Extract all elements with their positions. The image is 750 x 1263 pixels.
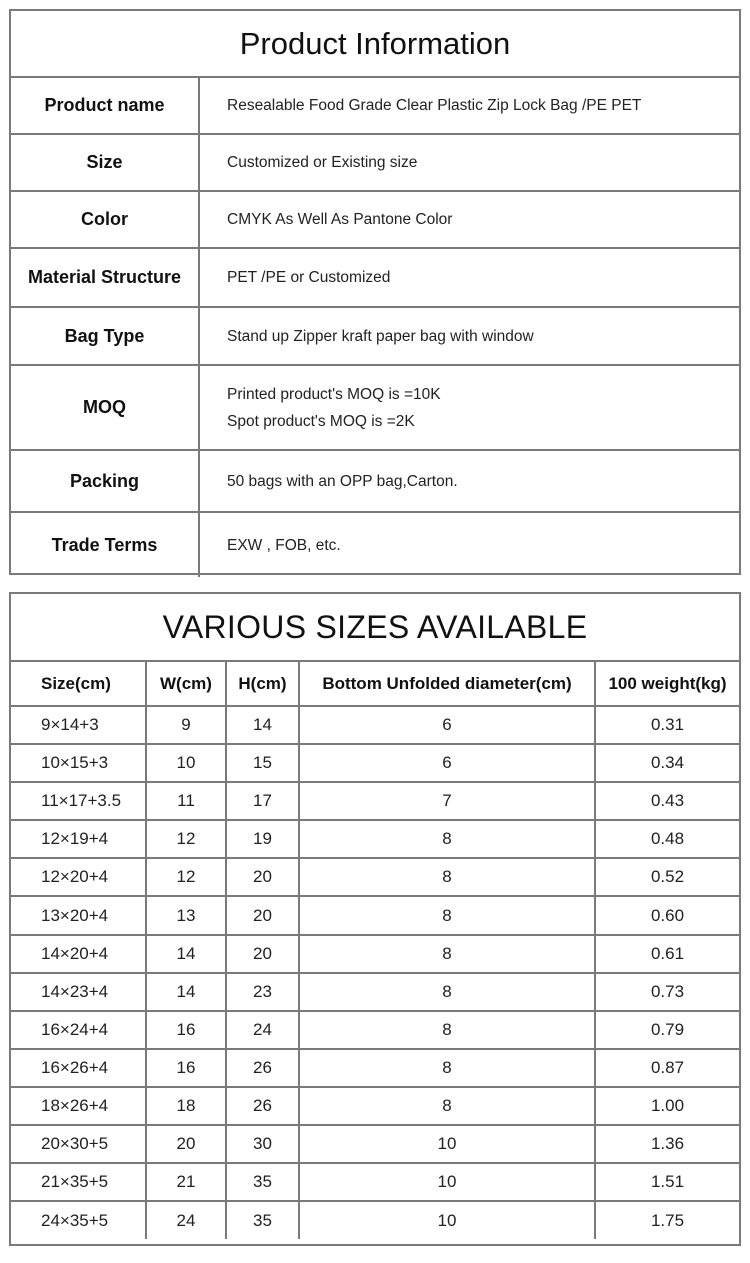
cell-size: 14×20+4 bbox=[11, 935, 146, 973]
cell-bottom-diameter: 7 bbox=[299, 782, 595, 820]
cell-bottom-diameter: 8 bbox=[299, 1087, 595, 1125]
table-row bbox=[11, 858, 739, 896]
cell-width: 16 bbox=[146, 1011, 226, 1049]
cell-weight: 0.43 bbox=[595, 782, 739, 820]
table-row bbox=[11, 782, 739, 820]
info-value-line: Resealable Food Grade Clear Plastic Zip Lock Bag /PE PET bbox=[227, 97, 642, 114]
cell-height: 35 bbox=[226, 1163, 299, 1201]
cell-bottom-diameter: 10 bbox=[299, 1201, 595, 1239]
cell-width: 9 bbox=[146, 706, 226, 744]
table-row bbox=[11, 896, 739, 934]
sizes-body bbox=[11, 706, 739, 1239]
cell-bottom-diameter: 8 bbox=[299, 1011, 595, 1049]
cell-height: 14 bbox=[226, 706, 299, 744]
info-value bbox=[200, 249, 739, 306]
sizes-title: VARIOUS SIZES AVAILABLE bbox=[11, 594, 739, 662]
cell-width: 21 bbox=[146, 1163, 226, 1201]
info-value-line: Customized or Existing size bbox=[227, 154, 418, 171]
table-row bbox=[11, 1011, 739, 1049]
cell-width: 11 bbox=[146, 782, 226, 820]
cell-weight: 0.34 bbox=[595, 744, 739, 782]
header-width: W(cm) bbox=[146, 662, 226, 706]
cell-height: 17 bbox=[226, 782, 299, 820]
cell-height: 26 bbox=[226, 1087, 299, 1125]
cell-height: 20 bbox=[226, 858, 299, 896]
table-row bbox=[11, 1049, 739, 1087]
cell-height: 35 bbox=[226, 1201, 299, 1239]
cell-weight: 0.31 bbox=[595, 706, 739, 744]
cell-height: 20 bbox=[226, 896, 299, 934]
cell-height: 26 bbox=[226, 1049, 299, 1087]
cell-size: 24×35+5 bbox=[11, 1201, 146, 1239]
cell-bottom-diameter: 8 bbox=[299, 1049, 595, 1087]
info-value-line: 50 bags with an OPP bag,Carton. bbox=[227, 472, 458, 490]
info-label: Bag Type bbox=[11, 308, 200, 364]
cell-size: 10×15+3 bbox=[11, 744, 146, 782]
info-label: Size bbox=[11, 135, 200, 190]
info-row bbox=[11, 192, 739, 249]
table-row bbox=[11, 1201, 739, 1239]
cell-bottom-diameter: 8 bbox=[299, 973, 595, 1011]
table-row bbox=[11, 744, 739, 782]
cell-weight: 0.73 bbox=[595, 973, 739, 1011]
cell-weight: 0.48 bbox=[595, 820, 739, 858]
cell-size: 18×26+4 bbox=[11, 1087, 146, 1125]
cell-bottom-diameter: 10 bbox=[299, 1163, 595, 1201]
cell-width: 10 bbox=[146, 744, 226, 782]
sizes-grid bbox=[11, 662, 739, 1239]
cell-weight: 0.79 bbox=[595, 1011, 739, 1049]
info-value bbox=[200, 513, 739, 577]
table-row bbox=[11, 1125, 739, 1163]
cell-size: 12×19+4 bbox=[11, 820, 146, 858]
info-row bbox=[11, 513, 739, 577]
info-row bbox=[11, 366, 739, 451]
cell-width: 18 bbox=[146, 1087, 226, 1125]
info-value bbox=[200, 192, 739, 247]
cell-bottom-diameter: 8 bbox=[299, 820, 595, 858]
cell-width: 20 bbox=[146, 1125, 226, 1163]
cell-bottom-diameter: 8 bbox=[299, 858, 595, 896]
cell-height: 19 bbox=[226, 820, 299, 858]
info-value-line: CMYK As Well As Pantone Color bbox=[227, 211, 453, 228]
info-row bbox=[11, 308, 739, 366]
cell-weight: 0.87 bbox=[595, 1049, 739, 1087]
product-info-table bbox=[9, 9, 741, 575]
cell-weight: 0.61 bbox=[595, 935, 739, 973]
sizes-table bbox=[9, 592, 741, 1246]
info-label: Product name bbox=[11, 78, 200, 133]
cell-width: 14 bbox=[146, 935, 226, 973]
cell-bottom-diameter: 10 bbox=[299, 1125, 595, 1163]
table-row bbox=[11, 935, 739, 973]
cell-height: 20 bbox=[226, 935, 299, 973]
cell-size: 16×24+4 bbox=[11, 1011, 146, 1049]
info-value-line: Spot product's MOQ is =2K bbox=[227, 412, 415, 430]
info-row bbox=[11, 249, 739, 308]
cell-width: 16 bbox=[146, 1049, 226, 1087]
header-bottom-diameter: Bottom Unfolded diameter(cm) bbox=[299, 662, 595, 706]
cell-weight: 0.60 bbox=[595, 896, 739, 934]
cell-weight: 1.51 bbox=[595, 1163, 739, 1201]
cell-bottom-diameter: 8 bbox=[299, 935, 595, 973]
cell-weight: 0.52 bbox=[595, 858, 739, 896]
sizes-header-row bbox=[11, 662, 739, 706]
info-row bbox=[11, 135, 739, 192]
info-row bbox=[11, 78, 739, 135]
cell-height: 15 bbox=[226, 744, 299, 782]
info-value bbox=[200, 451, 739, 511]
cell-size: 12×20+4 bbox=[11, 858, 146, 896]
table-row bbox=[11, 1163, 739, 1201]
cell-width: 12 bbox=[146, 858, 226, 896]
table-row bbox=[11, 706, 739, 744]
cell-width: 13 bbox=[146, 896, 226, 934]
cell-bottom-diameter: 6 bbox=[299, 706, 595, 744]
info-value bbox=[200, 135, 739, 190]
table-row bbox=[11, 1087, 739, 1125]
cell-size: 11×17+3.5 bbox=[11, 782, 146, 820]
info-label: Material Structure bbox=[11, 249, 200, 306]
info-value-line: Stand up Zipper kraft paper bag with window bbox=[227, 327, 534, 345]
cell-size: 20×30+5 bbox=[11, 1125, 146, 1163]
cell-size: 13×20+4 bbox=[11, 896, 146, 934]
cell-size: 9×14+3 bbox=[11, 706, 146, 744]
table-row bbox=[11, 820, 739, 858]
info-value-line: EXW , FOB, etc. bbox=[227, 536, 341, 554]
table-row bbox=[11, 973, 739, 1011]
info-label: MOQ bbox=[11, 366, 200, 449]
cell-height: 24 bbox=[226, 1011, 299, 1049]
info-label: Trade Terms bbox=[11, 513, 200, 577]
cell-weight: 1.75 bbox=[650, 1210, 685, 1230]
info-value-line: Printed product's MOQ is =10K bbox=[227, 385, 441, 403]
cell-bottom-diameter: 6 bbox=[299, 744, 595, 782]
cell-width: 14 bbox=[146, 973, 226, 1011]
cell-size: 21×35+5 bbox=[11, 1163, 146, 1201]
cell-weight: 1.36 bbox=[595, 1125, 739, 1163]
header-size: Size(cm) bbox=[11, 662, 146, 706]
info-label: Color bbox=[11, 192, 200, 247]
info-value bbox=[200, 78, 739, 133]
info-label: Packing bbox=[11, 451, 200, 511]
header-height: H(cm) bbox=[226, 662, 299, 706]
cell-bottom-diameter: 8 bbox=[299, 896, 595, 934]
cell-width: 24 bbox=[146, 1201, 226, 1239]
cell-height: 23 bbox=[226, 973, 299, 1011]
product-info-title: Product Information bbox=[11, 11, 739, 78]
info-value bbox=[200, 308, 739, 364]
cell-size: 16×26+4 bbox=[11, 1049, 146, 1087]
info-value-line: PET /PE or Customized bbox=[227, 269, 391, 286]
product-info-rows bbox=[11, 78, 739, 577]
header-weight: 100 weight(kg) bbox=[595, 662, 739, 706]
cell-weight: 1.00 bbox=[595, 1087, 739, 1125]
cell-size: 14×23+4 bbox=[11, 973, 146, 1011]
info-row bbox=[11, 451, 739, 513]
info-value bbox=[200, 366, 739, 449]
cell-height: 30 bbox=[226, 1125, 299, 1163]
cell-width: 12 bbox=[146, 820, 226, 858]
